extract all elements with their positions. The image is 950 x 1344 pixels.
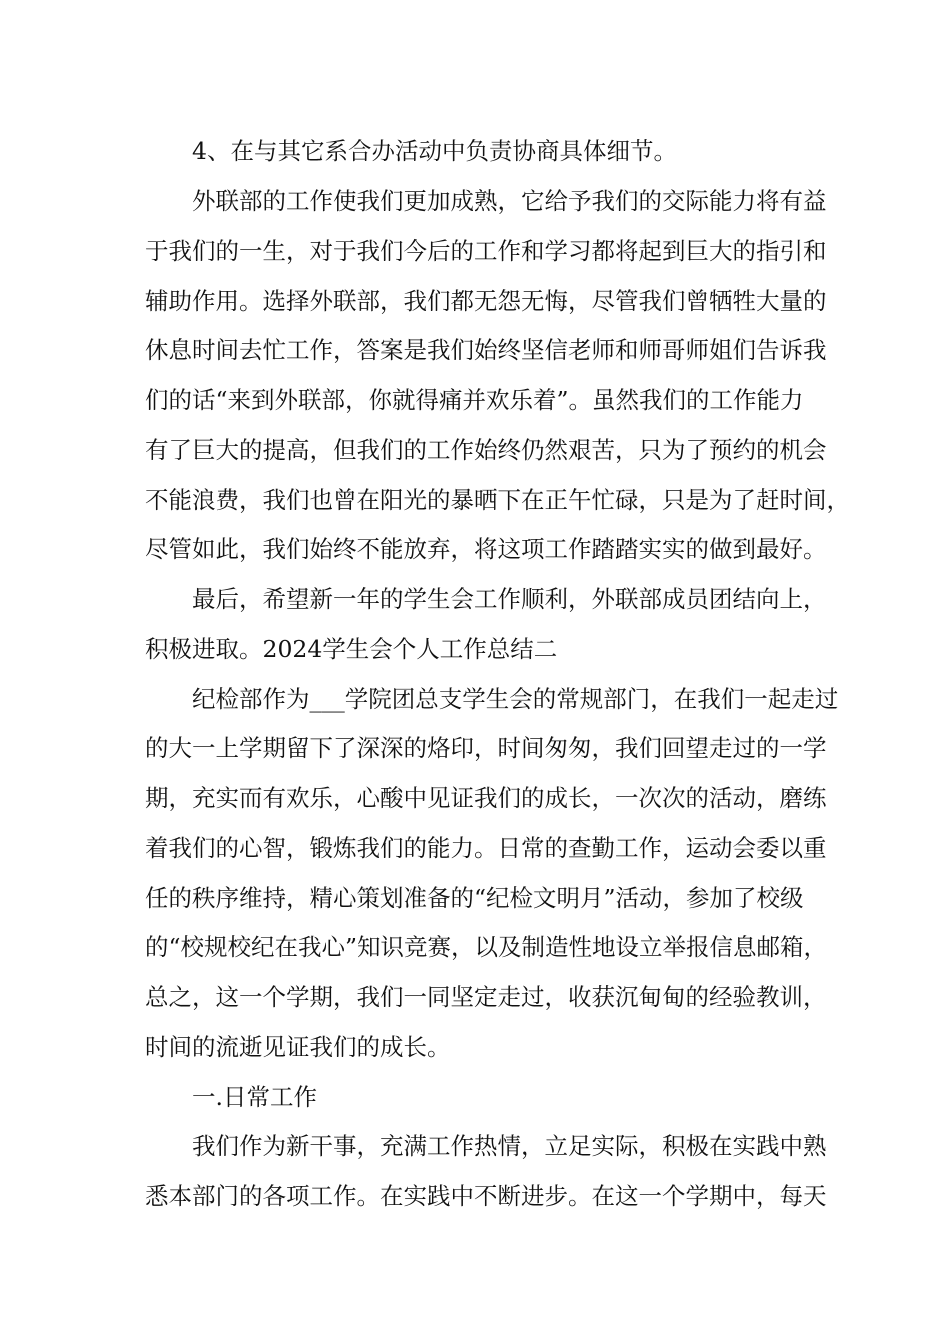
text-line: 悉本部门的各项工作。在实践中不断进步。在这一个学期中，每天: [145, 1182, 827, 1210]
paragraph-start-line: 最后，希望新一年的学生会工作顺利，外联部成员团结向上，: [192, 585, 827, 613]
paragraph-start-line: 外联部的工作使我们更加成熟，它给予我们的交际能力将有益: [192, 187, 827, 215]
text-line: 辅助作用。选择外联部，我们都无怨无悔，尽管我们曾牺牲大量的: [145, 287, 827, 315]
text-line: 不能浪费，我们也曾在阳光的暴晒下在正午忙碌，只是为了赶时间，: [145, 486, 850, 514]
text-line: 4、在与其它系合办活动中负责协商具体细节。: [192, 137, 677, 165]
text-line: 尽管如此，我们始终不能放弃，将这项工作踏踏实实的做到最好。: [145, 535, 827, 563]
text-line: 期，充实而有欢乐，心酸中见证我们的成长，一次次的活动，磨练: [145, 784, 827, 812]
text-line: 任的秩序维持，精心策划准备的“纪检文明月”活动，参加了校级: [145, 884, 804, 912]
text-line: 有了巨大的提高，但我们的工作始终仍然艰苦，只为了预约的机会: [145, 436, 827, 464]
section-heading: 一.日常工作: [192, 1083, 317, 1111]
paragraph-start-line: 纪检部作为___学院团总支学生会的常规部门，在我们一起走过: [192, 685, 839, 713]
paragraph-start-line: 我们作为新干事，充满工作热情，立足实际，积极在实践中熟: [192, 1132, 827, 1160]
text-line: 的大一上学期留下了深深的烙印，时间匆匆，我们回望走过的一学: [145, 734, 827, 762]
text-line: 着我们的心智，锻炼我们的能力。日常的查勤工作，运动会委以重: [145, 834, 827, 862]
text-line: 的“校规校纪在我心”知识竞赛，以及制造性地设立举报信息邮箱，: [145, 933, 828, 961]
text-line: 于我们的一生，对于我们今后的工作和学习都将起到巨大的指引和: [145, 237, 827, 265]
text-line: 们的话“来到外联部，你就得痛并欢乐着”。虽然我们的工作能力: [145, 386, 804, 414]
text-line: 时间的流逝见证我们的成长。: [145, 1033, 451, 1061]
text-line: 总之，这一个学期，我们一同坚定走过，收获沉甸甸的经验教训，: [145, 983, 827, 1011]
text-line: 休息时间去忙工作，答案是我们始终坚信老师和师哥师姐们告诉我: [145, 336, 827, 364]
section-title-line: 积极进取。2024学生会个人工作总结二: [145, 635, 558, 663]
